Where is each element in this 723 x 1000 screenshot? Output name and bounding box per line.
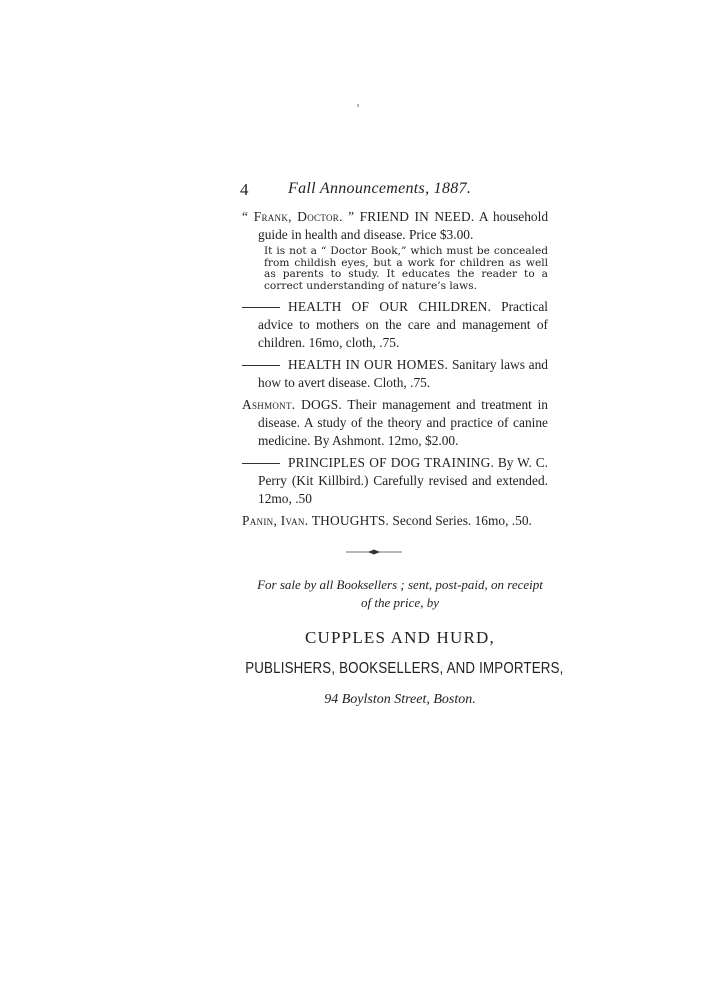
publisher-name: CUPPLES AND HURD,	[305, 628, 495, 647]
entry-title: FRIEND IN NEED.	[359, 209, 475, 224]
entry-title: DOGS.	[301, 397, 342, 412]
publisher-imprint	[220, 576, 580, 708]
entry-title: PRINCIPLES OF DOG TRAINING.	[288, 455, 495, 470]
paper-speck	[357, 104, 359, 107]
ditto-dash	[242, 365, 280, 366]
page-header	[240, 180, 560, 204]
ornament-divider	[344, 546, 404, 558]
page-number: 4	[240, 180, 249, 199]
publisher-address: 94 Boylston Street, Boston.	[324, 692, 476, 707]
list-item	[242, 356, 548, 392]
entry-author: Panin, Ivan.	[242, 513, 309, 528]
list-item	[242, 298, 548, 352]
entry-description: Second Series. 16mo, .50.	[392, 513, 532, 528]
entry-description: A household guide in health and disease. Price $3.00.	[258, 209, 549, 242]
running-title: Fall Announcements, 1887.	[288, 180, 472, 197]
entry-description: Sanitary laws and how to avert disease. Cloth, .75.	[258, 357, 548, 390]
sale-notice-line-1: For sale by all Booksellers ; sent, post-paid, on receipt	[257, 577, 543, 592]
entry-description: By W. C. Perry (Kit Killbird.) Carefully revised and extended. 12mo, .50	[258, 455, 548, 506]
list-item	[242, 208, 548, 292]
ditto-dash	[242, 463, 280, 464]
entry-description: Practical advice to mothers on the care and management of children. 16mo, cloth, .75.	[258, 299, 548, 350]
list-item	[242, 512, 548, 530]
entry-title: HEALTH IN OUR HOMES.	[288, 357, 449, 372]
entry-author: “ Frank, Doctor. ”	[242, 209, 355, 224]
entry-title: THOUGHTS.	[311, 513, 390, 528]
entry-body	[242, 208, 548, 244]
entry-description: Their management and treatment in disease. A study of the theory and practice of canine medicine. By Ashmont. 12mo, $2.00.	[258, 397, 548, 448]
entry-note: It is not a “ Doctor Book,” which must be concealed from childish eyes, but a work for children as well as parents to study. It educates the reader to a correct understanding of nature’s laws.	[264, 245, 548, 292]
entry-author: Ashmont.	[242, 397, 296, 412]
entry-body	[242, 454, 548, 508]
entry-body	[242, 512, 548, 530]
entry-body	[242, 298, 548, 352]
publisher-trade: PUBLISHERS, BOOKSELLERS, AND IMPORTERS,	[245, 660, 564, 677]
ditto-dash	[242, 307, 280, 308]
entry-body	[242, 396, 548, 450]
entry-body	[242, 356, 548, 392]
entry-title: HEALTH OF OUR CHILDREN.	[288, 299, 492, 314]
list-item	[242, 396, 548, 450]
announcement-list	[242, 208, 548, 534]
sale-notice-line-2: of the price, by	[361, 595, 439, 610]
list-item	[242, 454, 548, 508]
